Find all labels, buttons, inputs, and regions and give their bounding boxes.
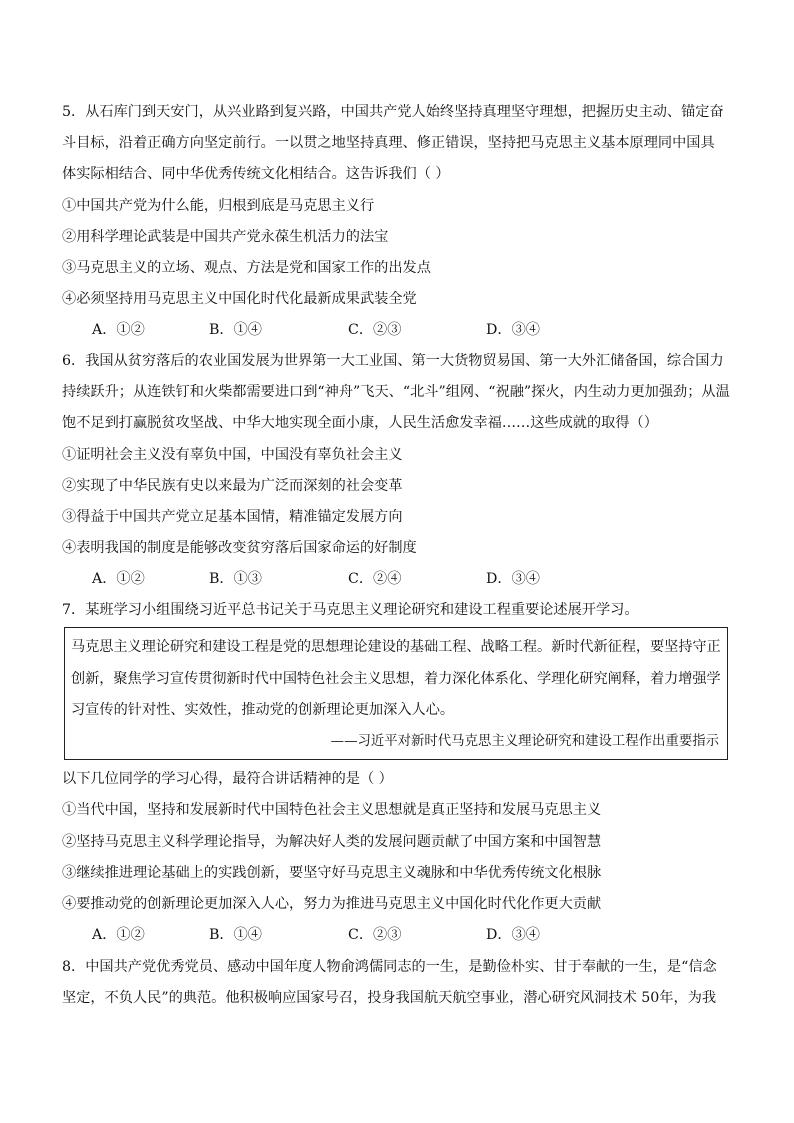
q7-quote-source: ——习近平对新时代马克思主义理论研究和建设工程作出重要指示	[330, 734, 719, 749]
q6-option-d: D．③④	[486, 571, 540, 587]
q6-stem-line-3: 饱不足到打赢脱贫攻坚战、中华大地实现全面小康，人民生活愈发幸福……这些成就的取得（）	[62, 415, 658, 431]
q6-option-a: A．①②	[92, 571, 145, 587]
q8-stem-line-1: 8．中国共产党优秀党员、感动中国年度人物俞鸿儒同志的一生，是勤俭朴实、甘于奉献的一生，是“信念	[62, 959, 717, 975]
q5-options	[92, 320, 732, 340]
q7-quote-line-1: 马克思主义理论研究和建设工程是党的思想理论建设的基础工程、战略工程。新时代新征程，要坚持守正	[71, 639, 721, 655]
q5-option-b: B．①④	[209, 322, 262, 338]
q7-option-b: B．①④	[209, 927, 262, 943]
q7-item-1: ①当代中国，坚持和发展新时代中国特色社会主义思想就是真正坚持和发展马克思主义	[62, 802, 602, 818]
q7-item-2: ②坚持马克思主义科学理论指导，为解决好人类的发展问题贡献了中国方案和中国智慧	[62, 834, 602, 850]
q6-item-1: ①证明社会主义没有辜负中国，中国没有辜负社会主义	[62, 447, 403, 463]
q5-option-c: C．②③	[348, 322, 402, 338]
q7-quote-line-2: 创新，聚焦学习宣传贯彻新时代中国特色社会主义思想，着力深化体系化、学理化研究阐释，着力增强学	[71, 671, 721, 687]
q5-stem-line-2: 斗目标，沿着正确方向坚定前行。一以贯之地坚持真理、修正错误，坚持把马克思主义基本原理同中国具	[62, 135, 715, 151]
q5-item-4: ④必须坚持用马克思主义中国化时代化最新成果武装全党	[62, 291, 417, 307]
q6-stem-line-2: 持续跃升；从连铁钉和火柴都需要进口到“神舟”飞天、“北斗”组网、“祝融”探火，内生动力更加强劲；从温	[62, 384, 730, 400]
q6-item-4: ④表明我国的制度是能够改变贫穷落后国家命运的好制度	[62, 540, 417, 556]
q8-stem-line-2: 坚定，不负人民”的典范。他积极响应国家号召，投身我国航天航空事业，潜心研究风洞技术 50年，为我	[62, 990, 717, 1006]
q7-item-4: ④要推动党的创新理论更加深入人心，努力为推进马克思主义中国化时代化作更大贡献	[62, 896, 602, 912]
q5-item-2: ②用科学理论武装是中国共产党永葆生机活力的法宝	[62, 229, 389, 245]
q6-stem-line-1: 6．我国从贫穷落后的农业国发展为世界第一大工业国、第一大货物贸易国、第一大外汇储备国，综合国力	[62, 353, 724, 369]
q6-option-c: C．②④	[348, 571, 402, 587]
q6-item-2: ②实现了中华民族有史以来最为广泛而深刻的社会变革	[62, 478, 403, 494]
q5-item-1: ①中国共产党为什么能，归根到底是马克思主义行	[62, 198, 375, 214]
q7-stem: 7．某班学习小组围绕习近平总书记关于马克思主义理论研究和建设工程重要论述展开学习。	[62, 602, 639, 618]
q7-item-3: ③继续推进理论基础上的实践创新，要坚守好马克思主义魂脉和中华优秀传统文化根脉	[62, 865, 602, 881]
q7-option-c: C．②③	[348, 927, 402, 943]
q7-options	[92, 925, 732, 945]
q5-stem-line-1: 5．从石库门到天安门，从兴业路到复兴路，中国共产党人始终坚持真理坚守理想，把握历史主动、锚定奋	[62, 104, 724, 120]
q7-option-d: D．③④	[486, 927, 540, 943]
q5-item-3: ③马克思主义的立场、观点、方法是党和国家工作的出发点	[62, 260, 431, 276]
q5-option-a: A．①②	[92, 322, 145, 338]
q5-stem-line-3: 体实际相结合、同中华优秀传统文化相结合。这告诉我们（ ）	[62, 166, 450, 182]
q5-option-d: D．③④	[486, 322, 540, 338]
q6-item-3: ③得益于中国共产党立足基本国情，精准锚定发展方向	[62, 509, 403, 525]
q7-question: 以下几位同学的学习心得，最符合讲话精神的是（ ）	[62, 771, 393, 787]
q6-option-b: B．①③	[209, 571, 262, 587]
q6-options	[92, 569, 732, 589]
q7-quote-box	[64, 627, 728, 760]
q7-quote-line-3: 习宣传的针对性、实效性，推动党的创新理论更加深入人心。	[71, 702, 455, 718]
q7-option-a: A．①②	[92, 927, 145, 943]
